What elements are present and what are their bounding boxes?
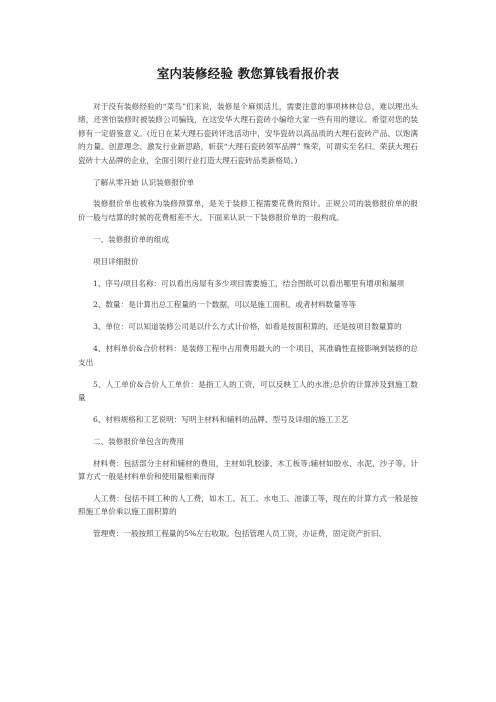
- paragraph-section-heading: 了解从零开始 认识装修报价单: [93, 177, 195, 187]
- document-title: 室内装修经验 教您算钱看报价表: [156, 66, 340, 81]
- paragraph-item-2: 2、数量：是计算出总工程量的一个数据，可以是施工面积、或者材料数量等等: [93, 300, 357, 310]
- document-body: [78, 100, 418, 541]
- paragraph-labor-cost: 人工费：包括不同工种的人工费，如木工、瓦工、水电工、油漆工等，现在的计算方式一般是按照施工单价乘以施工面积算的: [78, 494, 418, 517]
- paragraph-heading-composition: 一、装修报价单的组成: [93, 234, 169, 244]
- paragraph-heading-costs: 二、装修报价单包含的费用: [93, 436, 185, 446]
- paragraph-material-cost: 材料费：包括部分主材和辅材的费用，主材如乳胶漆、木工板等;辅材如胶水、水泥、沙子等。计算方式一般是材料单价和使用量相乘而得: [78, 458, 418, 482]
- paragraph-item-1: 1、序号/项目名称：可以看出房屋有多少项目需要施工，结合图纸可以看出哪里有增项和漏项: [93, 278, 405, 288]
- paragraph-item-5: 5、人工单价&合价人工单价：是指工人的工资，可以反映工人的水准;总价的计算涉及到施工数量: [78, 379, 418, 402]
- paragraph-intro: 对于没有装修经验的“菜鸟”们来说，装修是个麻烦活儿，需要注意的事项林林总总，难以理出头绪，还害怕装修时被装修公司骗钱，在这安华大理石瓷砖小编给大家一些有用的建议。希望对您的装修有一定借鉴意义。(近日在某大理石瓷砖评选活动中，安华瓷砖以高品质的大理石瓷砖产品、以饱满的力量、创意理念、激发行业新思路，斩获“大理石瓷砖领军品牌” 殊荣，可谓实至名归。荣获大理石瓷砖十大品牌的企业，全面引领行业打造大理石瓷砖品类新格局。): [78, 102, 418, 165]
- paragraph-overview: 装修报价单也被称为装修预算单，是关于装修工程需要花费的预计。正规公司的装修报价单的报价一般与结算的时候的花费相差不大。下面来认识一下装修报价单的一般构成。: [78, 199, 418, 222]
- paragraph-subheading-items: 项目详细报价: [93, 256, 139, 266]
- paragraph-management-cost: 管理费：一般按照工程量的5%左右收取。包括管理人员工资，办证费，固定资产折旧、: [93, 529, 387, 539]
- paragraph-item-3: 3、单位：可以知道装修公司是以什么方式计价格，如看是按面积算的，还是按项目数量算的: [93, 322, 402, 332]
- paragraph-item-4: 4、材料单价&合价材料：是装修工程中占用费用最大的一个项目，其准确性直接影响到装修的总支出: [78, 344, 418, 367]
- paragraph-item-6: 6、材料规格和工艺说明：写明主材料和辅料的品牌、型号及详细的施工工艺: [93, 414, 349, 424]
